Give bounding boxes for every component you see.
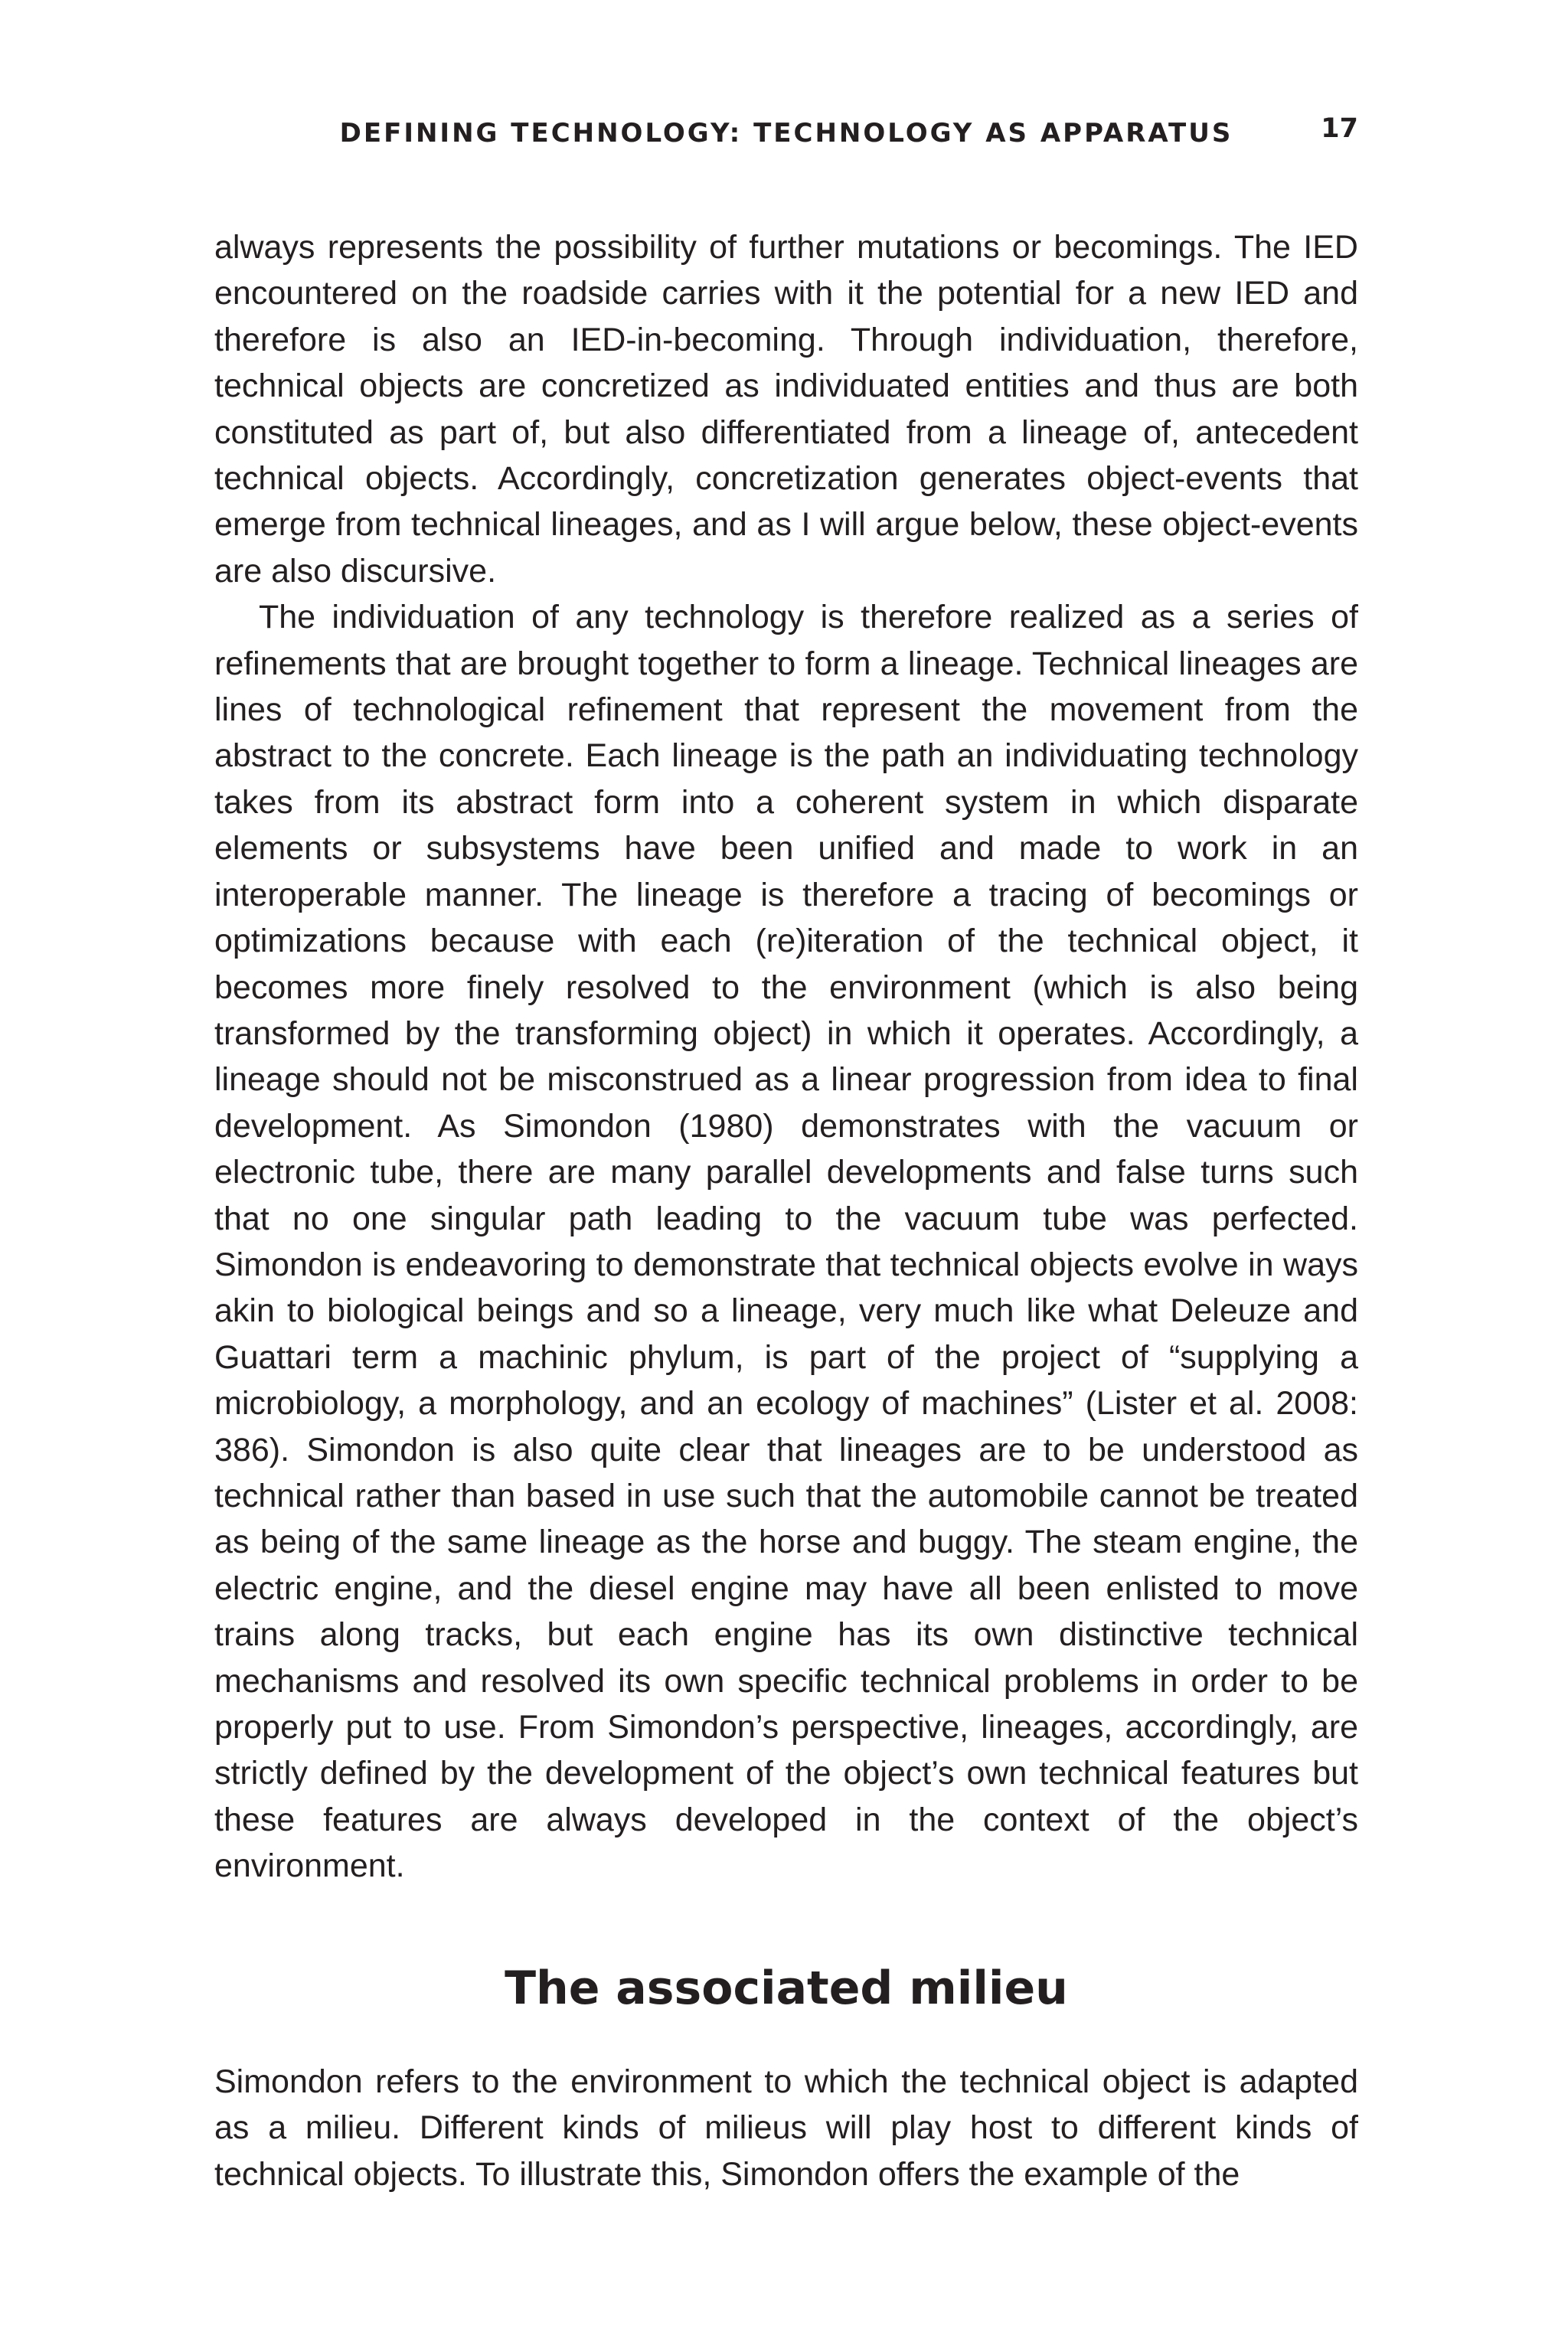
paragraph-continued: always represents the possibility of further mutations or becomings. The IED encountered on the roadside carries with it the potential for a new IED and therefore is also an IED-in-becoming. Through individuation, therefore, technical objects are concretized as individuated entities and thus are both constituted as part of, but also differentiated from a lineage of, antecedent technical objects. Accordingly, concretization generates object-events that emerge from technical lineages, and as I will argue below, these object-events are also discursive. — [214, 229, 1358, 590]
section-paragraph: Simondon refers to the environment to which the technical object is adapted as a milieu. Different kinds of milieus will play host to different kinds of technical objects. To illustrate this, Simondon offers the example of the — [214, 2063, 1358, 2193]
running-title: DEFINING TECHNOLOGY: TECHNOLOGY AS APPARATUS — [339, 118, 1233, 149]
main-text-block — [214, 224, 1358, 1890]
section-text-block — [214, 2059, 1358, 2197]
running-head — [214, 113, 1358, 159]
section-heading: The associated milieu — [505, 1962, 1068, 2015]
page-number: 17 — [1321, 113, 1358, 144]
paragraph-lineage: The individuation of any technology is therefore realized as a series of refinements that are brought together to form a lineage. Technical lineages are lines of technological refinement that represent the movement from the abstract to the concrete. Each lineage is the path an individuating technology takes from its abstract form into a coherent system in which disparate elements or subsystems have been unified and made to work in an interoperable manner. The lineage is therefore a tracing of becomings or optimizations because with each (re)iteration of the technical object, it becomes more finely resolved to the environment (which is also being transformed by the transforming object) in which it operates. Accordingly, a lineage should not be misconstrued as a linear progression from idea to final development. As Simondon (1980) demonstrates with the vacuum or electronic tube, there are many parallel developments and false turns such that no one singular path leading to the vacuum tube was perfected. Simondon is endeavoring to demonstrate that technical objects evolve in ways akin to biological beings and so a lineage, very much like what Deleuze and Guattari term a machinic phylum, is part of the project of “supplying a microbiology, a morphology, and an ecology of machines” (Lister et al. 2008: 386). Simondon is also quite clear that lineages are to be understood as technical rather than based in use such that the automobile cannot be treated as being of the same lineage as the horse and buggy. The steam engine, the electric engine, and the diesel engine may have all been enlisted to move trains along tracks, but each engine has its own distinctive technical mechanisms and resolved its own specific technical problems in order to be properly put to use. From Simondon’s perspective, lineages, accordingly, are strictly defined by the development of the object’s own technical features but these features are always developed in the context of the object’s environment. — [214, 599, 1358, 1885]
